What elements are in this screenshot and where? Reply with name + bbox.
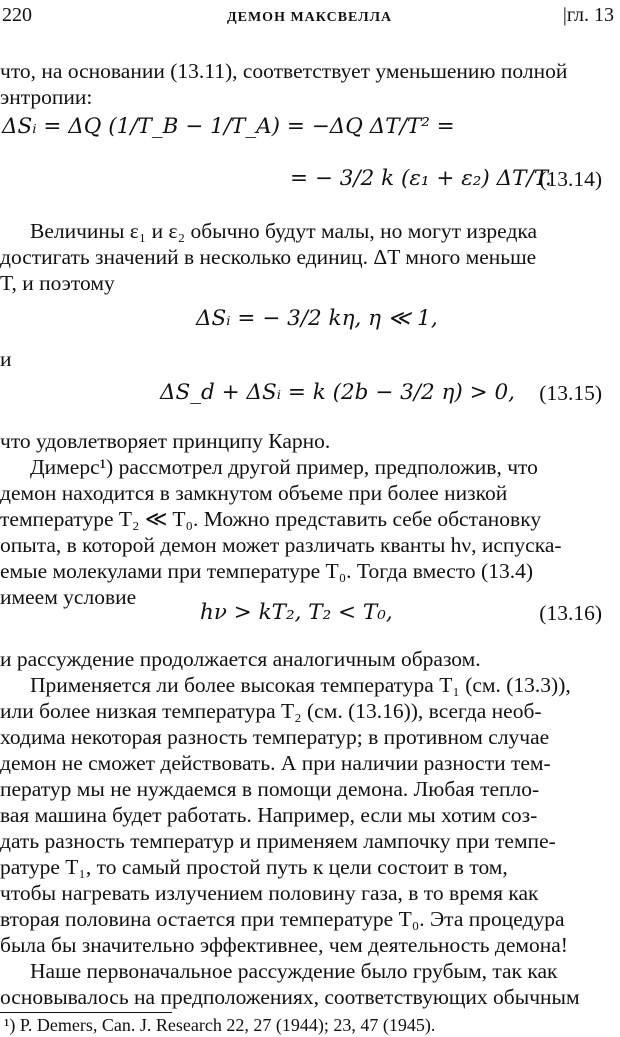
text-line: ходима некоторая разность температур; в противном случае	[0, 725, 550, 749]
text-line: емые молекулами при температуре T₀. Тогда вместо (13.4)	[0, 559, 533, 583]
text-line: что, на основании (13.11), соответствует уменьшению полной	[0, 59, 568, 83]
equation-13-14-line-2: = − 3/2 k (ε₁ + ε₂) ΔT/T.	[290, 166, 552, 191]
equation-delta-si: ΔSᵢ = − 3/2 kη, η ≪ 1,	[196, 306, 438, 331]
equation-number: (13.16)	[539, 601, 602, 625]
equation-13-16: hν > kT₂, T₂ < T₀,	[200, 600, 393, 625]
text-line: Величины ε₁ и ε₂ обычно будут малы, но могут изредка	[30, 219, 538, 243]
text-line: вая машина будет работать. Например, если мы хотим соз-	[0, 803, 538, 827]
text-line: и	[0, 347, 12, 371]
equation-number: (13.15)	[539, 381, 602, 405]
text-line: ратуре T₁, то самый простой путь к цели состоит в том,	[0, 855, 508, 879]
equation-13-14-line-1: ΔSᵢ = ΔQ (1/T_B − 1/T_A) = −ΔQ ΔT/T² =	[2, 114, 455, 139]
text-line: ператур мы не нуждаемся в помощи демона. Любая тепло-	[0, 777, 540, 801]
page-number: 220	[2, 4, 32, 26]
equation-13-15: ΔS_d + ΔSᵢ = k (2b − 3/2 η) > 0,	[160, 380, 515, 405]
text-line: демон не сможет действовать. А при наличии разности тем-	[0, 751, 551, 775]
text-line: опыта, в которой демон может различать кванты hν, испуска-	[0, 533, 562, 557]
footnote: ¹) P. Demers, Can. J. Research 22, 27 (1944); 23, 47 (1945).	[4, 1015, 436, 1035]
text-line: температуре T₂ ≪ T₀. Можно представить себе обстановку	[0, 507, 542, 531]
text-line: демон находится в замкнутом объеме при более низкой	[0, 481, 508, 505]
text-line: Димерс¹) рассмотрел другой пример, предположив, что	[30, 455, 538, 479]
running-title: ДЕМОН МАКСВЕЛЛА	[227, 10, 393, 25]
text-line: имеем условие	[0, 585, 137, 609]
text-line: и рассуждение продолжается аналогичным образом.	[0, 647, 481, 671]
text-line: достигать значений в несколько единиц. ΔT много меньше	[0, 245, 537, 269]
text-line: была бы значительно эффективнее, чем деятельность демона!	[0, 933, 568, 957]
text-line: или более низкая температура T₂ (см. (13.16)), всегда необ-	[0, 699, 542, 723]
text-line: T, и поэтому	[0, 271, 115, 295]
chapter-label: |гл. 13	[562, 4, 614, 26]
equation-number: (13.14)	[539, 167, 602, 191]
text-line: Применяется ли более высокая температура T₁ (см. (13.3)),	[30, 673, 571, 697]
text-line: вторая половина остается при температуре T₀. Эта процедура	[0, 907, 565, 931]
text-line: энтропии:	[0, 85, 93, 109]
text-line: что удовлетворяет принципу Карно.	[0, 429, 331, 453]
text-line: дать разность температур и применяем лампочку при темпе-	[0, 829, 556, 853]
text-line: Наше первоначальное рассуждение было грубым, так как	[30, 959, 558, 983]
text-line: чтобы нагревать излучением половину газа, в то время как	[0, 881, 539, 905]
text-line: основывалось на предположениях, соответствующих обычным	[0, 985, 580, 1009]
